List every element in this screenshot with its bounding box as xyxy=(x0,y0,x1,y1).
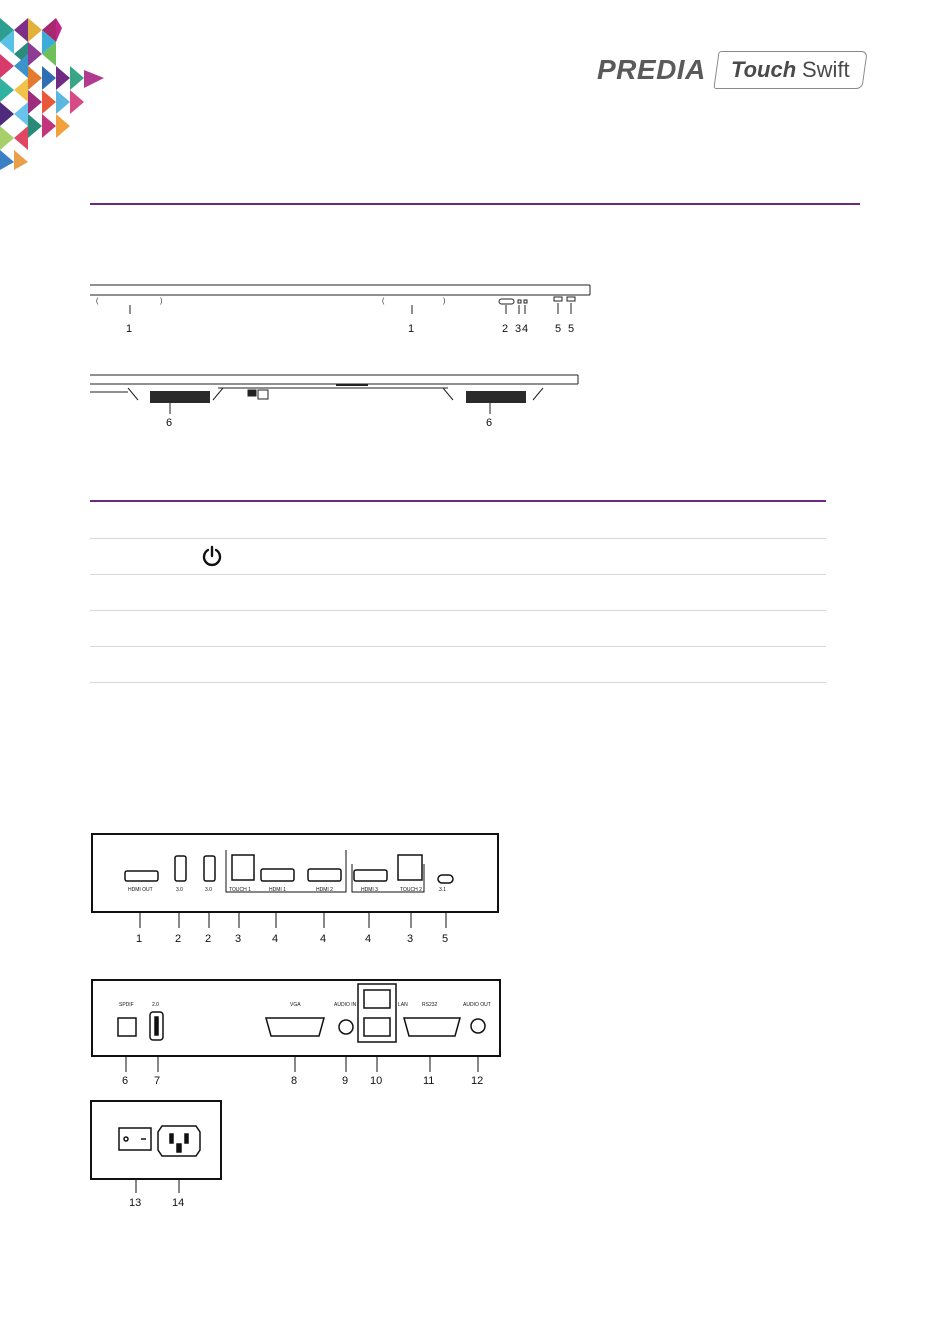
callout-label: 14 xyxy=(172,1197,185,1209)
usb-3-0-port xyxy=(204,856,215,881)
callout-label: 2 xyxy=(175,933,182,945)
callouts xyxy=(136,933,448,945)
port-label: SPDIF xyxy=(119,1002,134,1008)
port-label: 3.0 xyxy=(176,887,183,893)
brand-logo xyxy=(597,50,865,90)
power-panel-diagram xyxy=(88,1096,228,1212)
touch-2-port xyxy=(398,855,422,880)
port-label: HDMI 3 xyxy=(361,887,378,893)
ports xyxy=(119,1126,200,1156)
port-label: LAN xyxy=(398,1002,408,1008)
lan-port xyxy=(364,990,390,1008)
callout-label: 11 xyxy=(423,1075,435,1087)
port-label: HDMI 1 xyxy=(269,887,286,893)
callout-label: 4 xyxy=(272,933,279,945)
touch-1-port xyxy=(232,855,254,880)
svg-text:(: ( xyxy=(382,298,385,305)
front-callouts xyxy=(126,323,574,335)
svg-text:): ) xyxy=(160,298,163,305)
rs232-port xyxy=(404,1018,460,1036)
table-row xyxy=(90,611,826,647)
callout-label: 5 xyxy=(442,933,449,945)
ports xyxy=(118,984,485,1042)
vga-port xyxy=(266,1018,324,1036)
callout-label: 8 xyxy=(291,1075,298,1087)
callout-label: 4 xyxy=(522,323,529,335)
callout-lines xyxy=(136,1179,179,1193)
hdmi-1-port xyxy=(261,869,294,881)
svg-text:): ) xyxy=(443,298,446,305)
callout-label: 2 xyxy=(205,933,212,945)
speaker-grille xyxy=(150,391,526,403)
port-label: AUDIO OUT xyxy=(463,1002,491,1008)
panel-outline xyxy=(91,1101,221,1179)
port-label: HDMI OUT xyxy=(128,887,153,893)
io-top-panel-diagram xyxy=(88,830,508,948)
port-label: AUDIO IN xyxy=(334,1002,357,1008)
callout-lines xyxy=(140,912,446,928)
callout-label: 3 xyxy=(407,933,414,945)
callout-label: 3 xyxy=(235,933,242,945)
callout-label: 1 xyxy=(408,323,415,335)
front-view-diagram xyxy=(88,280,598,340)
port-label: TOUCH 2 xyxy=(400,887,422,893)
callout-label: 4 xyxy=(320,933,327,945)
usb-3-0-port xyxy=(175,856,186,881)
callout-label: 6 xyxy=(486,417,493,429)
table-row xyxy=(90,647,826,683)
audio-out-port xyxy=(471,1019,485,1033)
bottom-callouts xyxy=(166,403,492,429)
callout-label: 6 xyxy=(166,417,173,429)
callout-label: 13 xyxy=(129,1197,142,1209)
touch-hdmi-group-bracket xyxy=(226,850,346,892)
port-label: VGA xyxy=(290,1002,301,1008)
callout-label: 10 xyxy=(370,1075,383,1087)
hdmi-3-port xyxy=(354,870,387,881)
hdmi-2-port xyxy=(308,869,341,881)
controls-table xyxy=(90,500,826,683)
port-label: 3.0 xyxy=(205,887,212,893)
callout-label: 2 xyxy=(502,323,509,335)
port-label: RS232 xyxy=(422,1002,438,1008)
hdmi-out-port xyxy=(125,871,158,881)
product-name-badge xyxy=(713,51,867,89)
port-label: HDMI 2 xyxy=(316,887,333,893)
callouts xyxy=(129,1197,184,1209)
io-bottom-panel-diagram xyxy=(88,976,508,1090)
section-divider xyxy=(90,203,860,205)
callout-label: 4 xyxy=(365,933,372,945)
callout-label: 5 xyxy=(568,323,575,335)
port-label: TOUCH 1 xyxy=(229,887,251,893)
port-label: 2.0 xyxy=(152,1002,159,1008)
callout-label: 5 xyxy=(555,323,562,335)
callout-label: 1 xyxy=(126,323,133,335)
table-row xyxy=(90,575,826,611)
product-name-bold: Touch xyxy=(730,57,796,82)
front-bezel-outline xyxy=(90,285,590,314)
callout-label: 9 xyxy=(342,1075,349,1087)
callout-label: 3 xyxy=(515,323,522,335)
panel-outline xyxy=(92,834,498,912)
callout-label: 7 xyxy=(154,1075,161,1087)
callout-label: 12 xyxy=(471,1075,484,1087)
svg-text:(: ( xyxy=(96,298,99,305)
port-labels xyxy=(119,1002,491,1008)
callout-label: 6 xyxy=(122,1075,129,1087)
lan-port xyxy=(364,1018,390,1036)
power-icon xyxy=(201,545,223,567)
bottom-view-diagram xyxy=(88,370,588,432)
callouts xyxy=(122,1075,483,1087)
table-row xyxy=(90,539,826,575)
port-label: 3.1 xyxy=(439,887,446,893)
brand-name: PREDIA xyxy=(597,54,706,85)
mosaic-triangles xyxy=(0,18,104,170)
spdif-port xyxy=(118,1018,136,1036)
brand-mosaic-decoration xyxy=(0,0,110,175)
callout-lines xyxy=(126,1056,478,1072)
usb-c-port xyxy=(438,875,453,883)
callout-label: 1 xyxy=(136,933,143,945)
audio-in-port xyxy=(339,1020,353,1034)
product-name-regular: Swift xyxy=(801,57,850,82)
table-header-row xyxy=(90,500,826,539)
ports xyxy=(125,850,453,892)
